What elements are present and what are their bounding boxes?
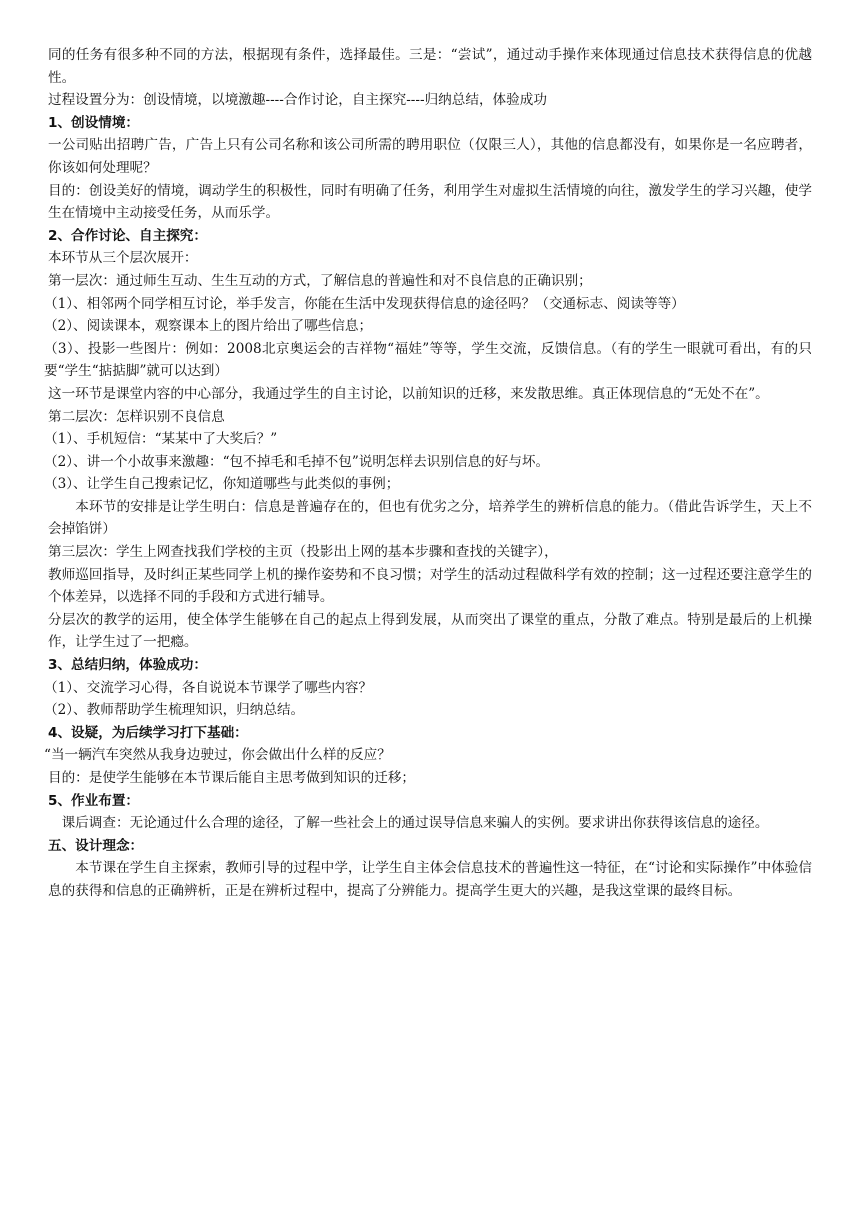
- list-item: “当一辆汽车突然从我身边驶过，你会做出什么样的反应？: [44, 747, 391, 764]
- document-page: [44, 44, 812, 903]
- section-heading: 5、作业布置：: [48, 792, 140, 809]
- paragraph: 分层次的教学的运用，使全体学生能够在自己的起点上得到发展，从而突出了课堂的重点，分散了难点。特别是最后的上机操作，让学生过了一把瘾。: [48, 611, 812, 651]
- list-item: （2）、教师帮助学生梳理知识，归纳总结。: [44, 702, 305, 719]
- list-item: （3）、让学生自己搜索记忆，你知道哪些与此类似的事例；: [44, 476, 400, 493]
- paragraph: 本环节从三个层次展开：: [48, 250, 198, 267]
- paragraph: 教师巡回指导，及时纠正某些同学上机的操作姿势和不良习惯；对学生的活动过程做科学有效的控制；这一过程还要注意学生的个体差异，以选择不同的手段和方式进行辅导。: [48, 566, 812, 606]
- paragraph: 目的：创设美好的情境，调动学生的积极性，同时有明确了任务，利用学生对虚拟生活情境的向往，激发学生的学习兴趣，使学生在情境中主动接受任务，从而乐学。: [48, 182, 812, 222]
- section-heading: 五、设计理念：: [48, 837, 144, 854]
- list-item: （2）、讲一个小故事来激趣：“包不掉毛和毛掉不包”说明怎样去识别信息的好与坏。: [44, 453, 550, 470]
- paragraph: 课后调查：无论通过什么合理的途径，了解一些社会上的通过误导信息来骗人的实例。要求讲出你获得该信息的途径。: [61, 815, 769, 832]
- list-item: （1）、交流学习心得，各自说说本节课学了哪些内容？: [44, 679, 373, 696]
- paragraph: 第二层次：怎样识别不良信息: [48, 408, 225, 425]
- paragraph: 一公司贴出招聘广告，广告上只有公司名称和该公司所需的聘用职位（仅限三人），其他的信息都没有，如果你是一名应聘者，你该如何处理呢？: [48, 137, 812, 176]
- section-heading: 3、总结归纳，体验成功：: [48, 657, 207, 674]
- list-item: （3）、投影一些图片：例如：2008北京奥运会的吉祥物“福娃”等等，学生交流，反馈信息。（有的学生一眼就可看出，有的只要“学生“掂掂脚”就可以达到）: [44, 340, 812, 380]
- paragraph: 这一环节是课堂内容的中心部分，我通过学生的自主讨论，以前知识的迁移，来发散思维。真正体现信息的“无处不在”。: [48, 385, 769, 402]
- paragraph: 本环节的安排是让学生明白：信息是普遍存在的，但也有优劣之分，培养学生的辨析信息的能力。（借此告诉学生，天上不会掉馅饼）: [48, 498, 812, 538]
- list-item: （1）、相邻两个同学相互讨论，举手发言，你能在生活中发现获得信息的途径吗？（交通标志、阅读等等）: [44, 295, 685, 312]
- paragraph: 第一层次：通过师生互动、生生互动的方式，了解信息的普遍性和对不良信息的正确识别；: [48, 272, 592, 289]
- section-heading: 4、设疑，为后续学习打下基础：: [48, 724, 248, 741]
- paragraph: 第三层次：学生上网查找我们学校的主页（投影出上网的基本步骤和查找的关键字），: [48, 544, 558, 561]
- paragraph: 过程设置分为：创设情境，以境激趣----合作讨论，自主探究----归纳总结，体验成功: [48, 92, 547, 109]
- list-item: （2）、阅读课本，观察课本上的图片给出了哪些信息；: [44, 318, 373, 335]
- list-item: （1）、手机短信：“某某中了大奖后？”: [44, 431, 278, 448]
- paragraph: 同的任务有很多种不同的方法，根据现有条件，选择最佳。三是：“尝试”，通过动手操作来体现通过信息技术获得信息的优越性。: [48, 47, 812, 86]
- paragraph: 本节课在学生自主探索，教师引导的过程中学，让学生自主体会信息技术的普遍性这一特征，在“讨论和实际操作”中体验信息的获得和信息的正确辨析，正是在辨析过程中，提高了分辨能力。提高学生更大的兴趣，是我这堂课的最终目标。: [48, 860, 812, 899]
- section-heading: 1、创设情境：: [48, 114, 140, 131]
- section-heading: 2、合作讨论、自主探究：: [48, 227, 207, 244]
- paragraph: 目的：是使学生能够在本节课后能自主思考做到知识的迁移；: [48, 770, 416, 786]
